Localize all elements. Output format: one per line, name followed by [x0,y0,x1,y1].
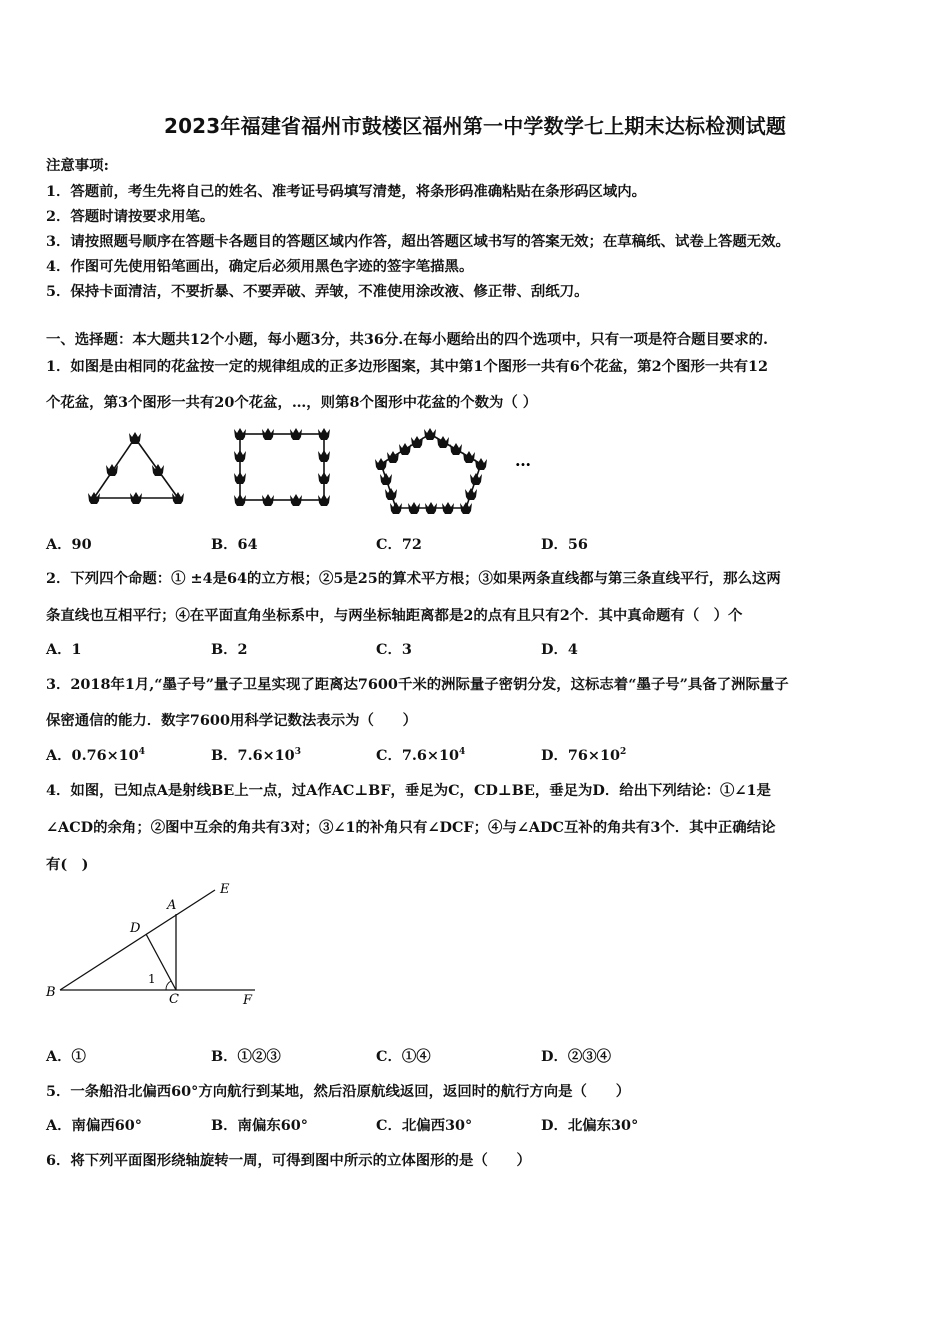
q1-option-b[interactable]: B．64 [211,536,258,553]
q3-option-a-exp: 4 [138,747,145,757]
notice-item-5: 5．保持卡面清洁，不要折暴、不要弄破、弄皱，不准使用涂改液、修正带、刮纸刀。 [46,283,589,300]
notice-item-3: 3．请按照题号顺序在答题卡各题目的答题区域内作答，超出答题区域书写的答案无效；在草稿纸、试卷上答题无效。 [46,233,790,250]
q3-option-b-exp: 3 [294,747,301,757]
q3-text-line2: 保密通信的能力．数字7600用科学记数法表示为（ ） [46,712,418,729]
label-b: B [46,985,56,1000]
q4-option-b[interactable]: B．①②③ [211,1048,281,1065]
notice-item-4: 4．作图可先使用铅笔画出，确定后必须用黑色字迹的签字笔描黑。 [46,258,474,275]
label-a: A [167,898,177,913]
q3-option-a-base: A．0.76×10 [46,747,139,764]
q3-option-b-base: B．7.6×10 [211,747,295,764]
q1-text-line1: 1．如图是由相同的花盆按一定的规律组成的正多边形图案，其中第1个图形一共有6个花盆，第2个图形一共有12 [46,358,769,375]
label-c: C [169,992,179,1007]
q4-text-line1: 4．如图，已知点A是射线BE上一点，过A作AC⊥BF，垂足为C，CD⊥BE，垂足为D．给出下列结论：①∠1是 [46,782,771,799]
notice-heading: 注意事项: [46,157,109,174]
triangle-pattern [88,432,184,504]
page-title: 2023年福建省福州市鼓楼区福州第一中学数学七上期末达标检测试题 [163,114,787,138]
q4-text-line2: ∠ACD的余角；②图中互余的角共有3对；③∠1的补角只有∠DCF；④与∠ADC互补的角共有3个．其中正确结论 [46,819,776,836]
q3-option-d-exp: 2 [619,747,627,757]
q2-text-line1: 2．下列四个命题：① ±4是64的立方根；②5是25的算术平方根；③如果两条直线都与第三条直线平行，那么这两 [46,570,781,587]
q1-option-d[interactable]: D．56 [541,536,588,553]
label-e: E [220,882,230,897]
q5-option-d[interactable]: D．北偏东30° [541,1117,639,1134]
q3-option-b[interactable] [211,744,301,765]
q3-text-line1: 3．2018年1月,“墨子号”量子卫星实现了距离达7600千米的洲际量子密钥分发，这标志着“墨子号”具备了洲际量子 [46,676,789,693]
square-pattern [234,428,330,506]
q2-text-line2: 条直线也互相平行；④在平面直角坐标系中，与两坐标轴距离都是2的点有且只有2个．其中真命题有（ ）个 [46,607,743,624]
q1-figure-flowerpots [0,420,950,530]
q6-text-line1: 6．将下列平面图形绕轴旋转一周，可得到图中所示的立体图形的是（ ） [46,1152,531,1169]
q4-option-d[interactable]: D．②③④ [541,1048,612,1065]
notice-item-1: 1．答题前，考生先将自己的姓名、准考证号码填写清楚，将条形码准确粘贴在条形码区域内。 [46,183,647,200]
q1-text-line2: 个花盆，第3个图形一共有20个花盆，…，则第8个图形中花盆的个数为（ ） [46,394,538,411]
q4-text-line3: 有( ) [46,856,89,873]
q3-option-d-base: D．76×10 [541,747,620,764]
q3-option-c[interactable] [376,744,465,765]
figure-ellipsis: … [515,451,531,470]
q3-option-a[interactable] [46,744,145,765]
q5-option-b[interactable]: B．南偏东60° [211,1117,308,1134]
q3-option-d[interactable] [541,744,626,765]
notice-item-2: 2．答题时请按要求用笔。 [46,208,215,225]
q5-text-line1: 5．一条船沿北偏西60°方向航行到某地，然后沿原航线返回，返回时的航行方向是（ ） [46,1083,631,1100]
pentagon-pattern [375,428,487,514]
q3-option-c-base: C．7.6×10 [376,747,459,764]
label-angle-1: 1 [148,972,156,986]
q4-option-a[interactable]: A．① [46,1048,86,1065]
q2-option-d[interactable]: D．4 [541,641,578,658]
q2-option-b[interactable]: B．2 [211,641,248,658]
label-d: D [130,921,141,936]
q5-option-a[interactable]: A．南偏西60° [46,1117,142,1134]
q4-geometry-figure [40,875,280,1015]
q4-option-c[interactable]: C．①④ [376,1048,431,1065]
q1-option-a[interactable]: A．90 [46,536,92,553]
q3-option-c-exp: 4 [458,747,466,757]
q5-option-c[interactable]: C．北偏西30° [376,1117,473,1134]
q2-option-c[interactable]: C．3 [376,641,412,658]
q2-option-a[interactable]: A．1 [46,641,82,658]
label-f: F [243,993,253,1008]
section-heading: 一、选择题：本大题共12个小题，每小题3分，共36分.在每小题给出的四个选项中，只有一项是符合题目要求的. [46,331,769,348]
q1-option-c[interactable]: C．72 [376,536,422,553]
